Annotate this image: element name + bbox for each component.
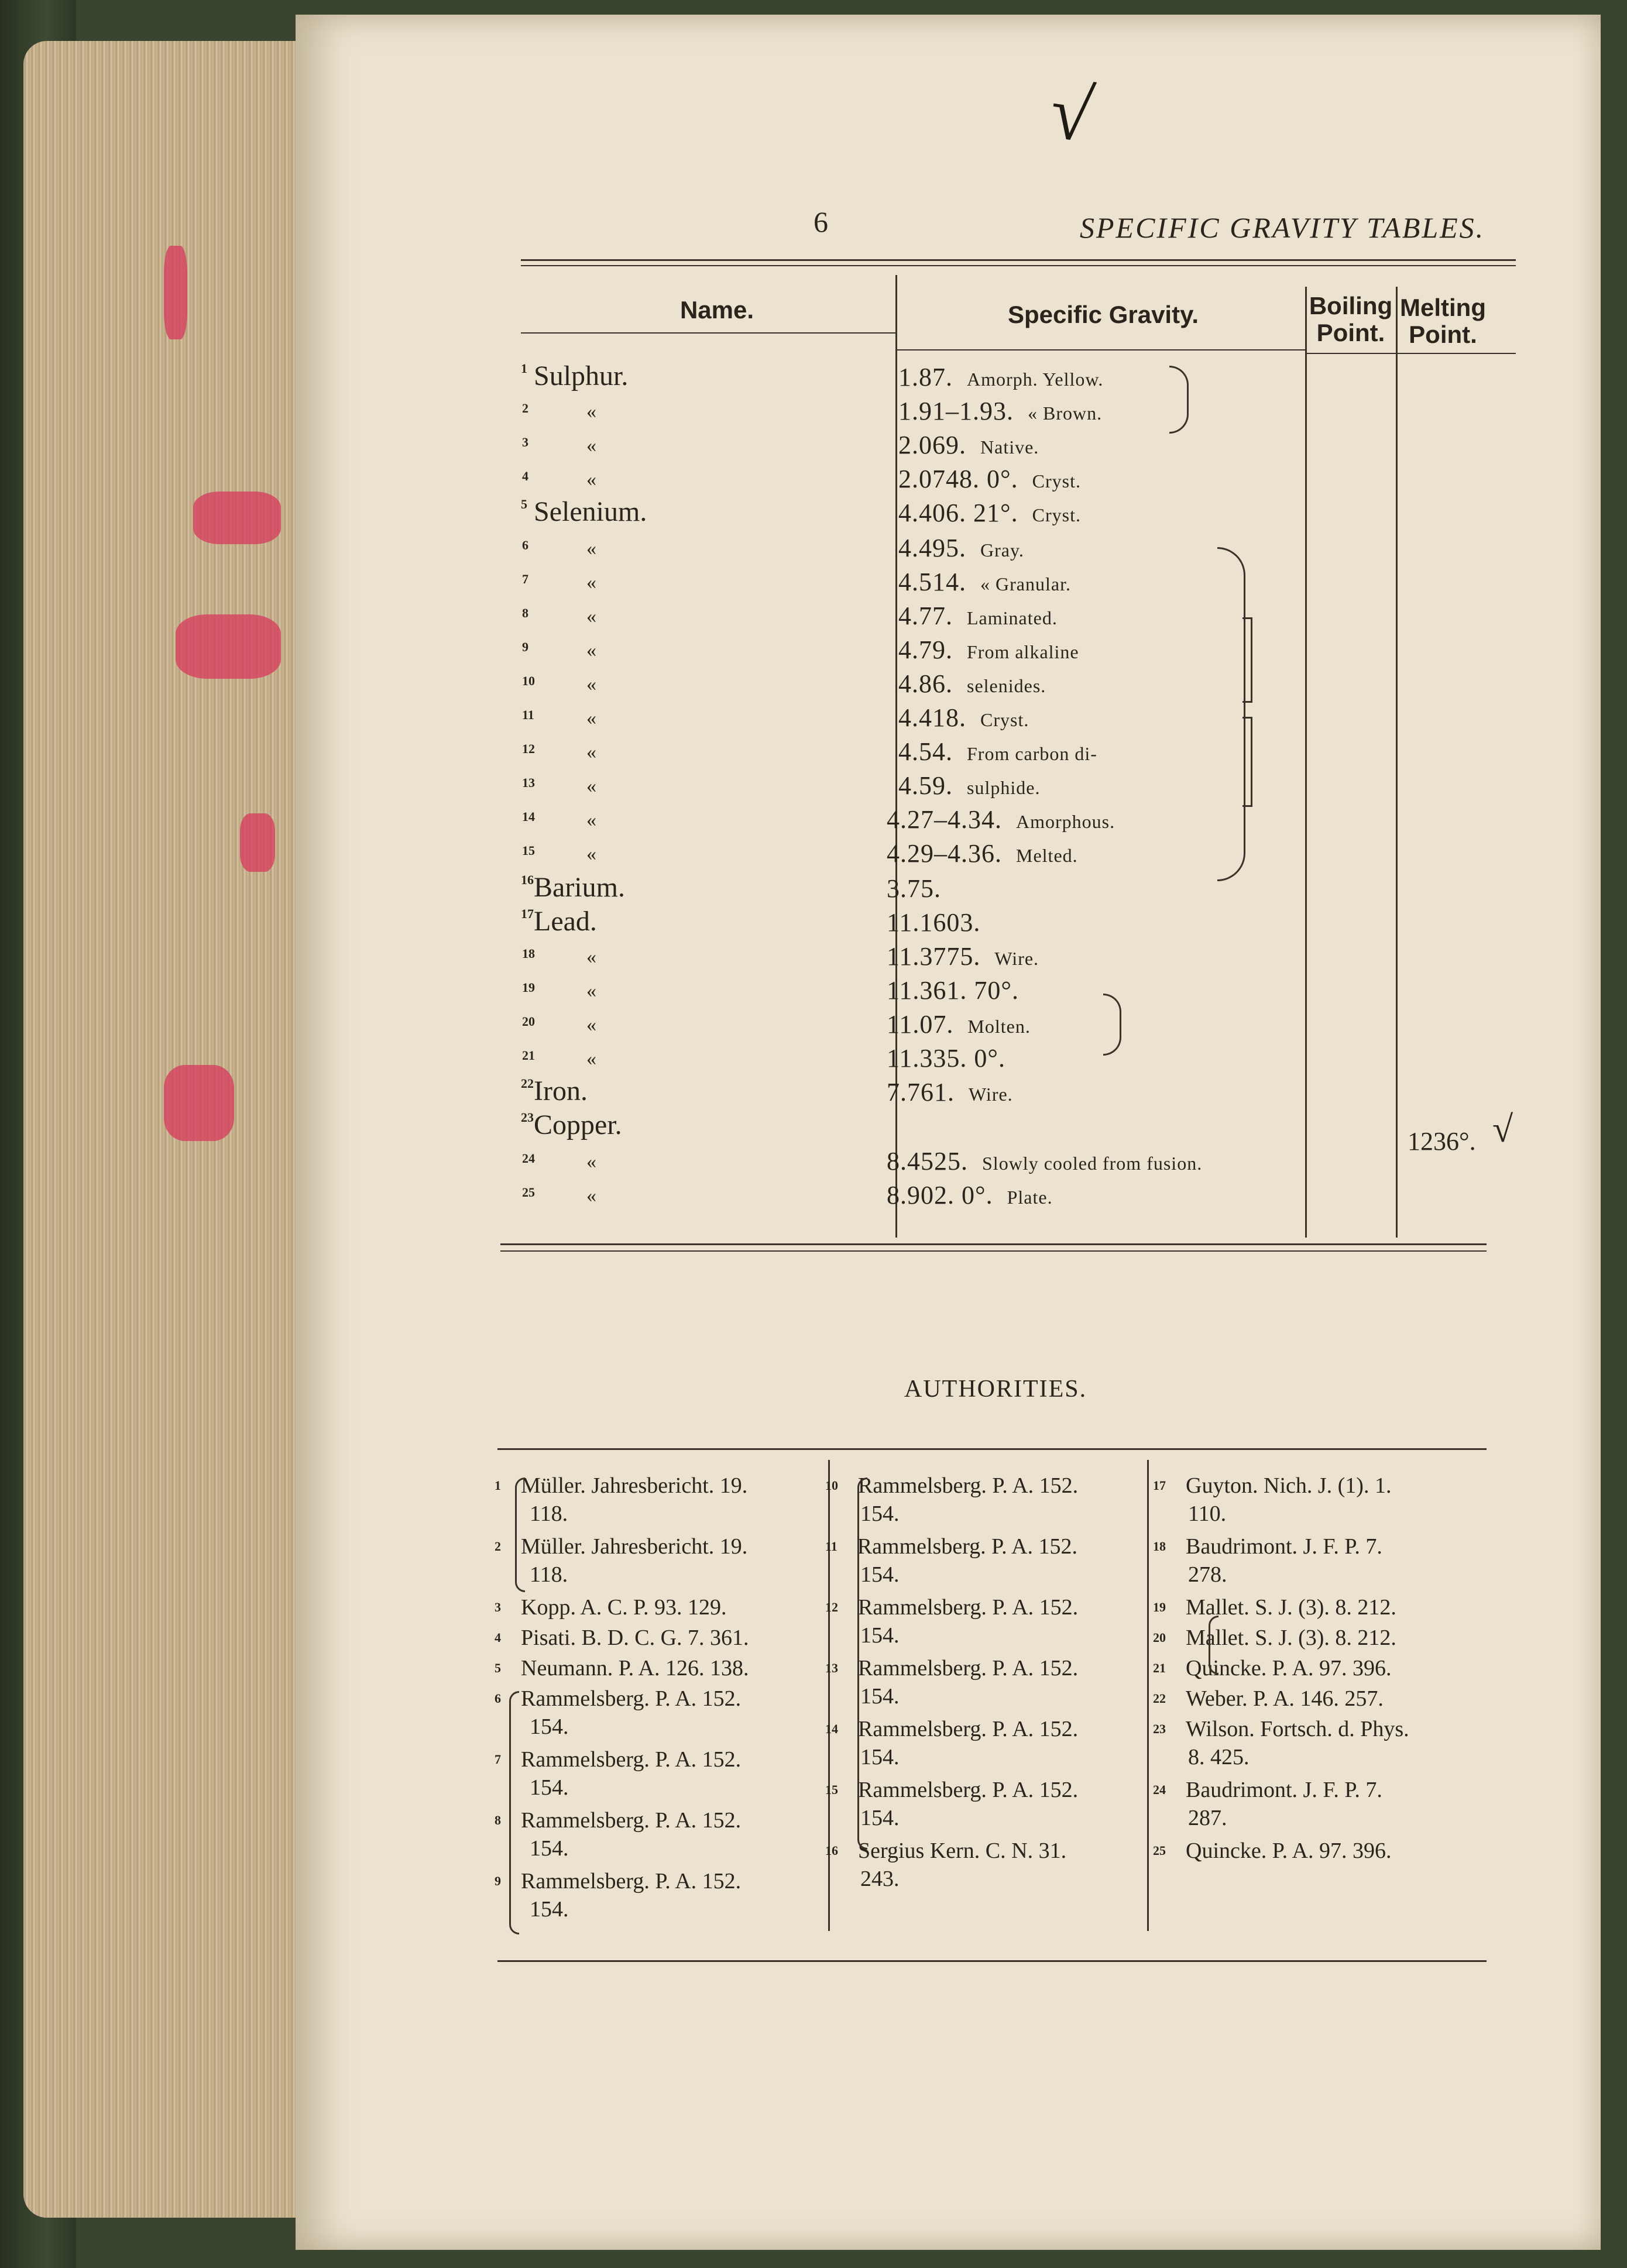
row-number: 7: [522, 572, 528, 586]
authority-citation: Rammelsberg. P. A. 152.: [521, 1747, 742, 1772]
authority-citation: Rammelsberg. P. A. 152.: [521, 1869, 742, 1894]
gravity-number: 4.29–4.36.: [887, 839, 1002, 868]
row-number: 19: [522, 980, 535, 995]
gravity-note: Slowly cooled from fusion.: [982, 1153, 1203, 1174]
authority-entry: [825, 1837, 1144, 1893]
row-number: 6: [522, 538, 528, 552]
table-row: [521, 905, 1516, 939]
row-number: 25: [522, 1185, 535, 1200]
table-row: [521, 1109, 1516, 1143]
table-row: [521, 531, 1516, 565]
copper-melting-point: 1236°.: [1408, 1127, 1476, 1156]
authority-entry: [495, 1472, 822, 1528]
column-header-boiling-point: Boiling Point.: [1309, 292, 1393, 346]
authority-citation-continued: 118.: [530, 1562, 568, 1587]
authority-number: 19: [1153, 1600, 1166, 1614]
authority-number: 22: [1153, 1691, 1166, 1706]
element-name: «: [586, 775, 596, 797]
specific-gravity-value: [898, 396, 1102, 426]
element-name: Barium.: [534, 872, 625, 903]
authority-entry: [495, 1745, 822, 1802]
authority-number: 24: [1153, 1782, 1166, 1797]
gravity-number: 1.87.: [898, 363, 953, 391]
row-number: 3: [522, 435, 528, 449]
element-name: «: [586, 435, 596, 456]
authority-entry: [495, 1806, 822, 1862]
row-number: 12: [522, 741, 535, 756]
element-name: «: [586, 946, 596, 968]
authority-number: 6: [495, 1691, 501, 1706]
element-name: «: [586, 980, 596, 1002]
element-name: Selenium.: [534, 496, 647, 527]
row-number: 9: [522, 640, 528, 654]
table-row: [521, 599, 1516, 633]
authority-entry: [495, 1654, 822, 1682]
table-row: [521, 939, 1516, 973]
authority-number: 1: [495, 1478, 501, 1493]
authority-citation: Müller. Jahresbericht. 19.: [521, 1534, 748, 1559]
gravity-note: Wire.: [969, 1084, 1013, 1105]
gravity-note: selenides.: [967, 675, 1046, 696]
authority-entry: [825, 1776, 1144, 1832]
element-name: «: [586, 1048, 596, 1070]
row-number: 5: [521, 497, 527, 511]
row-number: 23: [521, 1110, 534, 1125]
specific-gravity-value: [887, 1043, 1020, 1073]
table-row: [521, 871, 1516, 905]
brace-lead-19-20: [1103, 994, 1121, 1056]
authority-number: 8: [495, 1813, 501, 1827]
table-row: [521, 1144, 1516, 1178]
gravity-number: 4.495.: [898, 534, 966, 562]
authority-number: 17: [1153, 1478, 1166, 1493]
row-number: 17: [521, 906, 534, 921]
authority-number: 4: [495, 1630, 501, 1645]
authority-citation: Rammelsberg. P. A. 152.: [858, 1473, 1079, 1498]
authority-citation: Quincke. P. A. 97. 396.: [1186, 1839, 1392, 1863]
specific-gravity-value: [898, 498, 1081, 528]
authority-number: 18: [1153, 1539, 1166, 1554]
table-row: [521, 462, 1516, 496]
brace-authorities-19-20: [1209, 1616, 1218, 1675]
authority-number: 23: [1153, 1721, 1166, 1736]
specific-gravity-value: [898, 601, 1058, 631]
specific-gravity-table: [296, 15, 1601, 1273]
element-name: «: [586, 640, 596, 661]
authority-citation: Rammelsberg. P. A. 152.: [858, 1778, 1079, 1802]
table-row: [521, 496, 1516, 530]
authority-number: 15: [825, 1782, 838, 1797]
element-name: «: [586, 538, 596, 559]
element-name: «: [586, 572, 596, 593]
row-number: 20: [522, 1014, 535, 1029]
table-row: [521, 1178, 1516, 1212]
authority-citation-continued: 243.: [860, 1867, 900, 1891]
authority-citation: Wilson. Fortsch. d. Phys.: [1186, 1717, 1409, 1741]
authority-citation: Müller. Jahresbericht. 19.: [521, 1473, 748, 1498]
authority-citation: Sergius Kern. C. N. 31.: [858, 1839, 1067, 1863]
specific-gravity-value: [887, 1111, 901, 1141]
copper-check-mark: √: [1492, 1108, 1513, 1150]
row-number: 16: [521, 872, 534, 887]
table-row: [521, 734, 1516, 768]
authority-citation-continued: 110.: [1188, 1501, 1227, 1526]
authority-number: 13: [825, 1661, 838, 1675]
gravity-note: From alkaline: [967, 641, 1079, 662]
brace-selenium-6-15: [1217, 547, 1245, 881]
authority-entry: [1153, 1715, 1481, 1771]
authority-entry: [495, 1532, 822, 1589]
authority-entry: [495, 1867, 822, 1923]
gravity-note: Wire.: [994, 948, 1039, 969]
authority-citation-continued: 118.: [530, 1501, 568, 1526]
row-number: 24: [522, 1151, 535, 1166]
gravity-note: Cryst.: [1032, 470, 1081, 492]
authority-citation-continued: 8. 425.: [1188, 1745, 1250, 1769]
bracket-selenium-11-13: [1242, 717, 1252, 807]
authority-citation-continued: 154.: [860, 1745, 900, 1769]
authority-citation: Mallet. S. J. (3). 8. 212.: [1186, 1626, 1396, 1650]
gravity-number: 2.069.: [898, 431, 966, 459]
specific-gravity-value: [887, 975, 1033, 1005]
page-number: 6: [814, 205, 828, 238]
authority-number: 25: [1153, 1843, 1166, 1858]
authorities-column-1: [495, 1472, 822, 1940]
authority-entry: [825, 1472, 1144, 1528]
row-number: 1: [521, 361, 527, 376]
row-number: 15: [522, 843, 535, 858]
specific-gravity-value: [887, 805, 1115, 834]
authority-entry: [1153, 1624, 1481, 1652]
gravity-number: 11.1603.: [887, 908, 981, 937]
authority-citation: Rammelsberg. P. A. 152.: [858, 1595, 1079, 1620]
authority-citation: Quincke. P. A. 97. 396.: [1186, 1656, 1392, 1681]
authority-citation: Kopp. A. C. P. 93. 129.: [521, 1595, 727, 1620]
pencil-check-mark: √: [1045, 69, 1099, 159]
table-row: [521, 700, 1516, 734]
specific-gravity-value: [898, 533, 1024, 563]
red-stain-1: [164, 246, 187, 339]
authority-citation: Mallet. S. J. (3). 8. 212.: [1186, 1595, 1396, 1620]
authority-entry: [825, 1715, 1144, 1771]
authority-citation: Rammelsberg. P. A. 152.: [521, 1686, 742, 1711]
red-stain-2: [193, 492, 281, 544]
authority-citation-continued: 154.: [530, 1775, 569, 1800]
authority-number: 5: [495, 1661, 501, 1675]
row-number: 22: [521, 1076, 534, 1091]
authority-citation: Rammelsberg. P. A. 152.: [521, 1808, 742, 1833]
authority-citation-continued: 154.: [860, 1684, 900, 1709]
specific-gravity-value: [887, 1146, 1202, 1176]
specific-gravity-value: [887, 1180, 1053, 1210]
authority-citation-continued: 154.: [860, 1623, 900, 1648]
authority-entry: [495, 1593, 822, 1621]
element-name: «: [586, 1014, 596, 1036]
bracket-selenium-8-10: [1242, 617, 1252, 703]
gravity-number: 4.59.: [898, 771, 953, 800]
specific-gravity-value: [898, 669, 1046, 699]
table-row: [521, 666, 1516, 700]
authority-entry: [825, 1654, 1144, 1710]
element-name: Sulphur.: [534, 360, 629, 391]
authority-entry: [825, 1593, 1144, 1650]
authority-citation-continued: 154.: [860, 1562, 900, 1587]
gravity-number: 4.406. 21°.: [898, 499, 1018, 527]
authority-citation-continued: 287.: [1188, 1806, 1227, 1830]
gravity-number: 4.79.: [898, 635, 953, 664]
table-row: [521, 768, 1516, 802]
authority-entry: [495, 1685, 822, 1741]
table-rows: [521, 360, 1516, 1226]
specific-gravity-value: [898, 737, 1097, 767]
specific-gravity-value: [887, 839, 1078, 868]
authority-entry: [1153, 1593, 1481, 1621]
element-name: «: [586, 707, 596, 729]
table-row: [521, 633, 1516, 666]
gravity-number: 4.418.: [898, 703, 966, 732]
row-number: 10: [522, 673, 535, 688]
gravity-number: 7.761.: [887, 1078, 955, 1106]
table-row: [521, 565, 1516, 599]
specific-gravity-value: [898, 362, 1103, 392]
gravity-note: « Granular.: [980, 573, 1071, 595]
gravity-note: Native.: [980, 437, 1039, 458]
gravity-note: Plate.: [1007, 1187, 1053, 1208]
authority-number: 14: [825, 1721, 838, 1736]
gravity-note: Gray.: [980, 539, 1024, 561]
row-number: 14: [522, 809, 535, 824]
gravity-number: 4.514.: [898, 568, 966, 596]
authority-number: 21: [1153, 1661, 1166, 1675]
brace-authorities-6-9: [509, 1691, 519, 1934]
gravity-note: Cryst.: [980, 709, 1029, 730]
authority-citation-continued: 278.: [1188, 1562, 1227, 1587]
authority-citation-continued: 154.: [530, 1836, 569, 1861]
red-stain-4: [240, 813, 275, 872]
row-number: 11: [522, 707, 534, 722]
authority-number: 9: [495, 1874, 501, 1888]
column-header-melting-point: Melting Point.: [1400, 294, 1486, 348]
row-number: 18: [522, 946, 535, 961]
gravity-number: 11.07.: [887, 1010, 954, 1039]
specific-gravity-value: [887, 908, 994, 937]
element-name: «: [586, 469, 596, 490]
authority-number: 7: [495, 1752, 501, 1767]
gravity-note: Cryst.: [1032, 504, 1081, 525]
table-row: [521, 394, 1516, 428]
authority-citation: Guyton. Nich. J. (1). 1.: [1186, 1473, 1392, 1498]
row-number: 8: [522, 606, 528, 620]
authority-entry: [1153, 1776, 1481, 1832]
element-name: «: [586, 741, 596, 763]
gravity-number: 1.91–1.93.: [898, 397, 1014, 425]
authority-citation: Weber. P. A. 146. 257.: [1186, 1686, 1384, 1711]
running-title: SPECIFIC GRAVITY TABLES.: [1080, 211, 1485, 244]
gravity-number: 11.3775.: [887, 942, 981, 971]
gravity-number: 3.75.: [887, 874, 941, 903]
row-number: 21: [522, 1048, 535, 1063]
authority-citation: Rammelsberg. P. A. 152.: [857, 1534, 1077, 1559]
table-row: [521, 1041, 1516, 1075]
authority-citation: Baudrimont. J. F. P. 7.: [1186, 1778, 1382, 1802]
authority-entry: [1153, 1837, 1481, 1865]
gravity-note: Amorph. Yellow.: [967, 369, 1104, 390]
specific-gravity-value: [898, 464, 1081, 494]
gravity-note: « Brown.: [1028, 403, 1103, 424]
specific-gravity-value: [898, 430, 1039, 460]
authority-citation: Rammelsberg. P. A. 152.: [858, 1656, 1079, 1681]
brace-authorities-10-15: [857, 1477, 867, 1850]
authority-entry: [825, 1532, 1144, 1589]
authority-entry: [1153, 1654, 1481, 1682]
gravity-note: sulphide.: [967, 777, 1041, 798]
specific-gravity-value: [887, 874, 955, 903]
authorities-title: AUTHORITIES.: [904, 1376, 1087, 1403]
gravity-number: 11.335. 0°.: [887, 1044, 1005, 1073]
red-stain-5: [164, 1065, 234, 1141]
gravity-note: Melted.: [1016, 845, 1078, 866]
specific-gravity-value: [898, 635, 1079, 665]
specific-gravity-value: [887, 1009, 1031, 1039]
page-edges: [23, 41, 298, 2218]
element-name: «: [586, 673, 596, 695]
brace-sulphur-1-2: [1169, 366, 1189, 434]
gravity-number: 11.361. 70°.: [887, 976, 1019, 1005]
brace-authorities-1-2: [515, 1477, 525, 1592]
authorities-column-3: [1153, 1472, 1481, 1940]
gravity-number: 8.4525.: [887, 1147, 968, 1176]
authority-citation: Rammelsberg. P. A. 152.: [858, 1717, 1079, 1741]
column-header-name: Name.: [679, 296, 754, 324]
gravity-note: Amorphous.: [1016, 811, 1115, 832]
gravity-note: Molten.: [967, 1016, 1031, 1037]
gravity-number: 4.77.: [898, 602, 953, 630]
authority-number: 3: [495, 1600, 501, 1614]
specific-gravity-value: [887, 941, 1039, 971]
authority-citation-continued: 154.: [530, 1897, 569, 1922]
specific-gravity-value: [898, 567, 1071, 597]
authority-citation: Neumann. P. A. 126. 138.: [521, 1656, 749, 1681]
gravity-note: Laminated.: [967, 607, 1058, 628]
authority-number: 16: [825, 1843, 838, 1858]
element-name: «: [586, 843, 596, 865]
gravity-number: 8.902. 0°.: [887, 1181, 993, 1209]
element-name: Lead.: [534, 906, 597, 937]
column-header-specific-gravity: Specific Gravity.: [1007, 301, 1199, 328]
authority-entry: [495, 1624, 822, 1652]
authority-number: 10: [825, 1478, 838, 1493]
authority-citation-continued: 154.: [860, 1501, 900, 1526]
row-number: 4: [522, 469, 528, 483]
book-page: [296, 15, 1601, 2250]
element-name: Iron.: [534, 1075, 588, 1106]
element-name: «: [586, 1185, 596, 1207]
element-name: Copper.: [534, 1109, 622, 1140]
authority-entry: [1153, 1472, 1481, 1528]
gravity-number: 2.0748. 0°.: [898, 465, 1018, 493]
authority-citation: Baudrimont. J. F. P. 7.: [1186, 1534, 1382, 1559]
red-stain-3: [176, 614, 281, 679]
element-name: «: [586, 606, 596, 627]
authority-entry: [1153, 1685, 1481, 1713]
table-row: [521, 973, 1516, 1007]
table-row: [521, 1075, 1516, 1109]
element-name: «: [586, 809, 596, 831]
specific-gravity-value: [898, 771, 1040, 800]
specific-gravity-value: [887, 1077, 1013, 1107]
authority-number: 11: [825, 1539, 837, 1554]
authority-number: 12: [825, 1600, 838, 1614]
table-row: [521, 1007, 1516, 1041]
gravity-number: 4.27–4.34.: [887, 805, 1002, 834]
authority-citation: Pisati. B. D. C. G. 7. 361.: [521, 1626, 749, 1650]
gravity-number: 4.54.: [898, 737, 953, 766]
authority-citation-continued: 154.: [530, 1714, 569, 1739]
row-number: 2: [522, 401, 528, 415]
element-name: «: [586, 1151, 596, 1173]
specific-gravity-value: [898, 703, 1029, 733]
authority-number: 20: [1153, 1630, 1166, 1645]
authority-citation-continued: 154.: [860, 1806, 900, 1830]
element-name: «: [586, 401, 596, 422]
gravity-number: 4.86.: [898, 669, 953, 698]
gravity-note: From carbon di-: [967, 743, 1097, 764]
table-row: [521, 836, 1516, 870]
table-row: [521, 802, 1516, 836]
authority-number: 2: [495, 1539, 501, 1554]
table-row: [521, 360, 1516, 394]
row-number: 13: [522, 775, 535, 790]
table-row: [521, 428, 1516, 462]
authorities-column-2: [825, 1472, 1144, 1940]
authority-entry: [1153, 1532, 1481, 1589]
